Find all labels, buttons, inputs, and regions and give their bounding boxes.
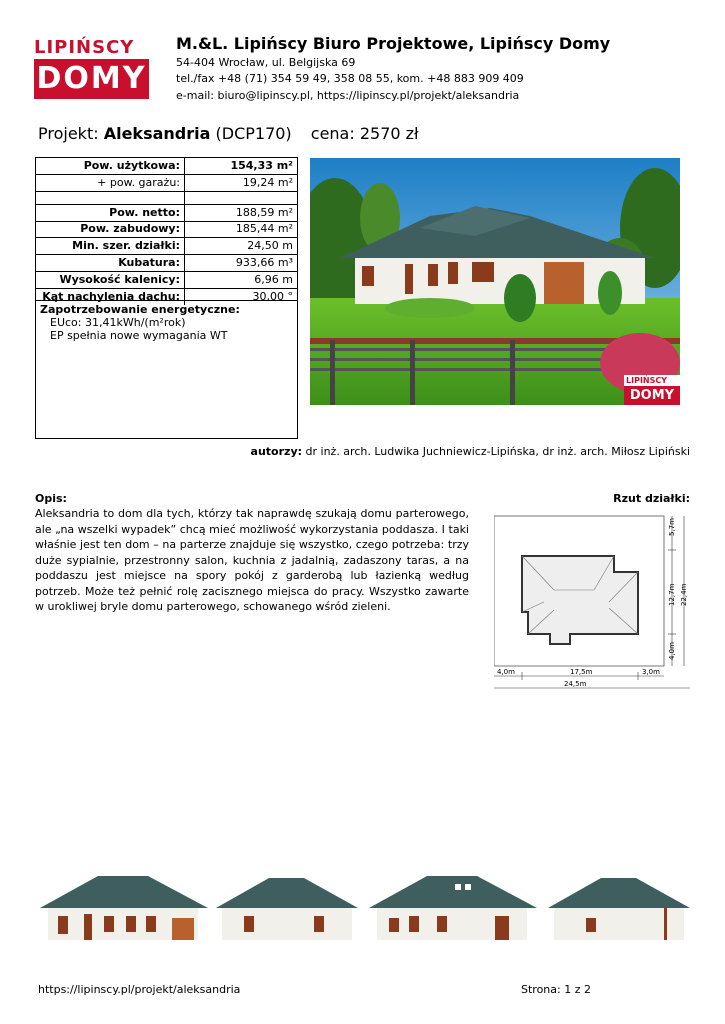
plot-dim-right: 12,7m — [668, 583, 676, 606]
spec-value: 19,24 m² — [242, 176, 293, 189]
footer-page: Strona: 1 z 2 — [521, 983, 591, 996]
project-label: Projekt: — [38, 124, 99, 143]
spec-value: 188,59 m² — [235, 206, 293, 219]
authors-line — [0, 445, 690, 458]
photo-logo-line1: LIPIŃSCY — [626, 376, 668, 385]
plot-dim-bottom: 24,5m — [564, 680, 587, 688]
company-title: M.&L. Lipińscy Biuro Projektowe, Lipińscy Domy — [176, 34, 611, 53]
opis-heading: Opis: — [35, 492, 67, 505]
spec-label: Wysokość kalenicy: — [36, 272, 185, 288]
plot-dim-bottom: 4,0m — [497, 668, 515, 676]
elevation-rear — [367, 872, 539, 942]
spec-label: Min. szer. działki: — [36, 238, 185, 254]
spec-value: 30,00 ° — [252, 290, 293, 303]
energy-section — [36, 300, 297, 344]
spec-row — [36, 272, 297, 289]
project-heading — [38, 124, 419, 143]
elevation-side-2 — [546, 872, 692, 942]
elevation-side-1 — [214, 872, 360, 942]
authors-names: dr inż. arch. Ludwika Juchniewicz-Lipińska, dr inż. arch. Miłosz Lipiński — [305, 445, 690, 458]
spec-value: 185,44 m² — [235, 222, 293, 235]
company-email: e-mail: biuro@lipinscy.pl, https://lipinscy.pl/projekt/aleksandria — [176, 89, 520, 102]
company-phone: tel./fax +48 (71) 354 59 49, 358 08 55, kom. +48 883 909 409 — [176, 72, 524, 85]
plot-dim-right: 22,4m — [680, 583, 688, 606]
project-name: Aleksandria — [103, 124, 211, 143]
project-price: cena: 2570 zł — [310, 124, 419, 143]
spec-value: 6,96 m — [254, 273, 293, 286]
spec-spacer — [36, 192, 297, 204]
spec-spacer-cell — [36, 192, 185, 204]
logo-line1: LIPIŃSCY — [34, 37, 135, 58]
photo-logo-line2: DOMY — [624, 386, 680, 405]
plot-heading: Rzut działki: — [613, 492, 690, 505]
plot-dim-right: 5,7m — [668, 518, 676, 536]
spec-label: Kubatura: — [36, 255, 185, 271]
opis-text: Aleksandria to dom dla tych, którzy tak naprawdę szukają domu parterowego, ale „na wszelki wypadek” chcą mieć możliwość wykorzystania poddasza. I taki właśnie jest ten dom – na parterze znajduje się wszystko, czego potrzeba: trzy duże sypialnie, przestronny salon, kuchnia z jadalnią, zadaszony taras, a na poddaszu jest miejsce na spory pokój z garderobą lub łazienką według potrzeb. Może też pełnić rolę zacisznego miejsca do pracy. Wszystko zawarte w urokliwej bryle domu parterowego, schowanego wśród zieleni. — [35, 507, 469, 613]
plot-plan — [494, 510, 690, 695]
spec-value: 154,33 m² — [230, 159, 293, 172]
plot-plan-drawing — [494, 510, 690, 695]
plot-dim-bottom: 3,0m — [642, 668, 660, 676]
house-illustration — [310, 158, 680, 405]
spec-row — [36, 221, 297, 238]
photo-logo — [624, 375, 680, 405]
energy-title: Zapotrzebowanie energetyczne: — [40, 303, 240, 316]
spec-row — [36, 238, 297, 255]
plot-dim-right: 4,0m — [668, 642, 676, 660]
authors-label: autorzy: — [250, 445, 303, 458]
spec-value: 24,50 m — [247, 239, 293, 252]
spec-row — [36, 158, 297, 175]
spec-value: 933,66 m³ — [235, 256, 293, 269]
energy-euco: EUco: 31,41kWh/(m²rok) — [50, 316, 186, 329]
spec-row — [36, 255, 297, 272]
house-photo — [310, 158, 680, 405]
spec-label: + pow. garażu: — [36, 175, 185, 191]
brand-logo — [34, 37, 149, 99]
company-address: 54-404 Wrocław, ul. Belgijska 69 — [176, 56, 356, 69]
logo-line2: DOMY — [34, 59, 149, 99]
footer-url[interactable]: https://lipinscy.pl/projekt/aleksandria — [38, 983, 241, 996]
specs-table — [35, 157, 298, 439]
spec-label: Pow. użytkowa: — [36, 158, 185, 174]
energy-ep: EP spełnia nowe wymagania WT — [50, 329, 228, 342]
plot-dim-bottom: 17,5m — [570, 668, 593, 676]
spec-label: Pow. zabudowy: — [36, 221, 185, 237]
spec-label: Pow. netto: — [36, 205, 185, 221]
project-code: (DCP170) — [215, 124, 292, 143]
elevation-front — [38, 872, 210, 942]
spec-row — [36, 175, 297, 192]
spec-row — [36, 204, 297, 222]
spec-label: Kąt nachylenia dachu: — [36, 289, 185, 305]
